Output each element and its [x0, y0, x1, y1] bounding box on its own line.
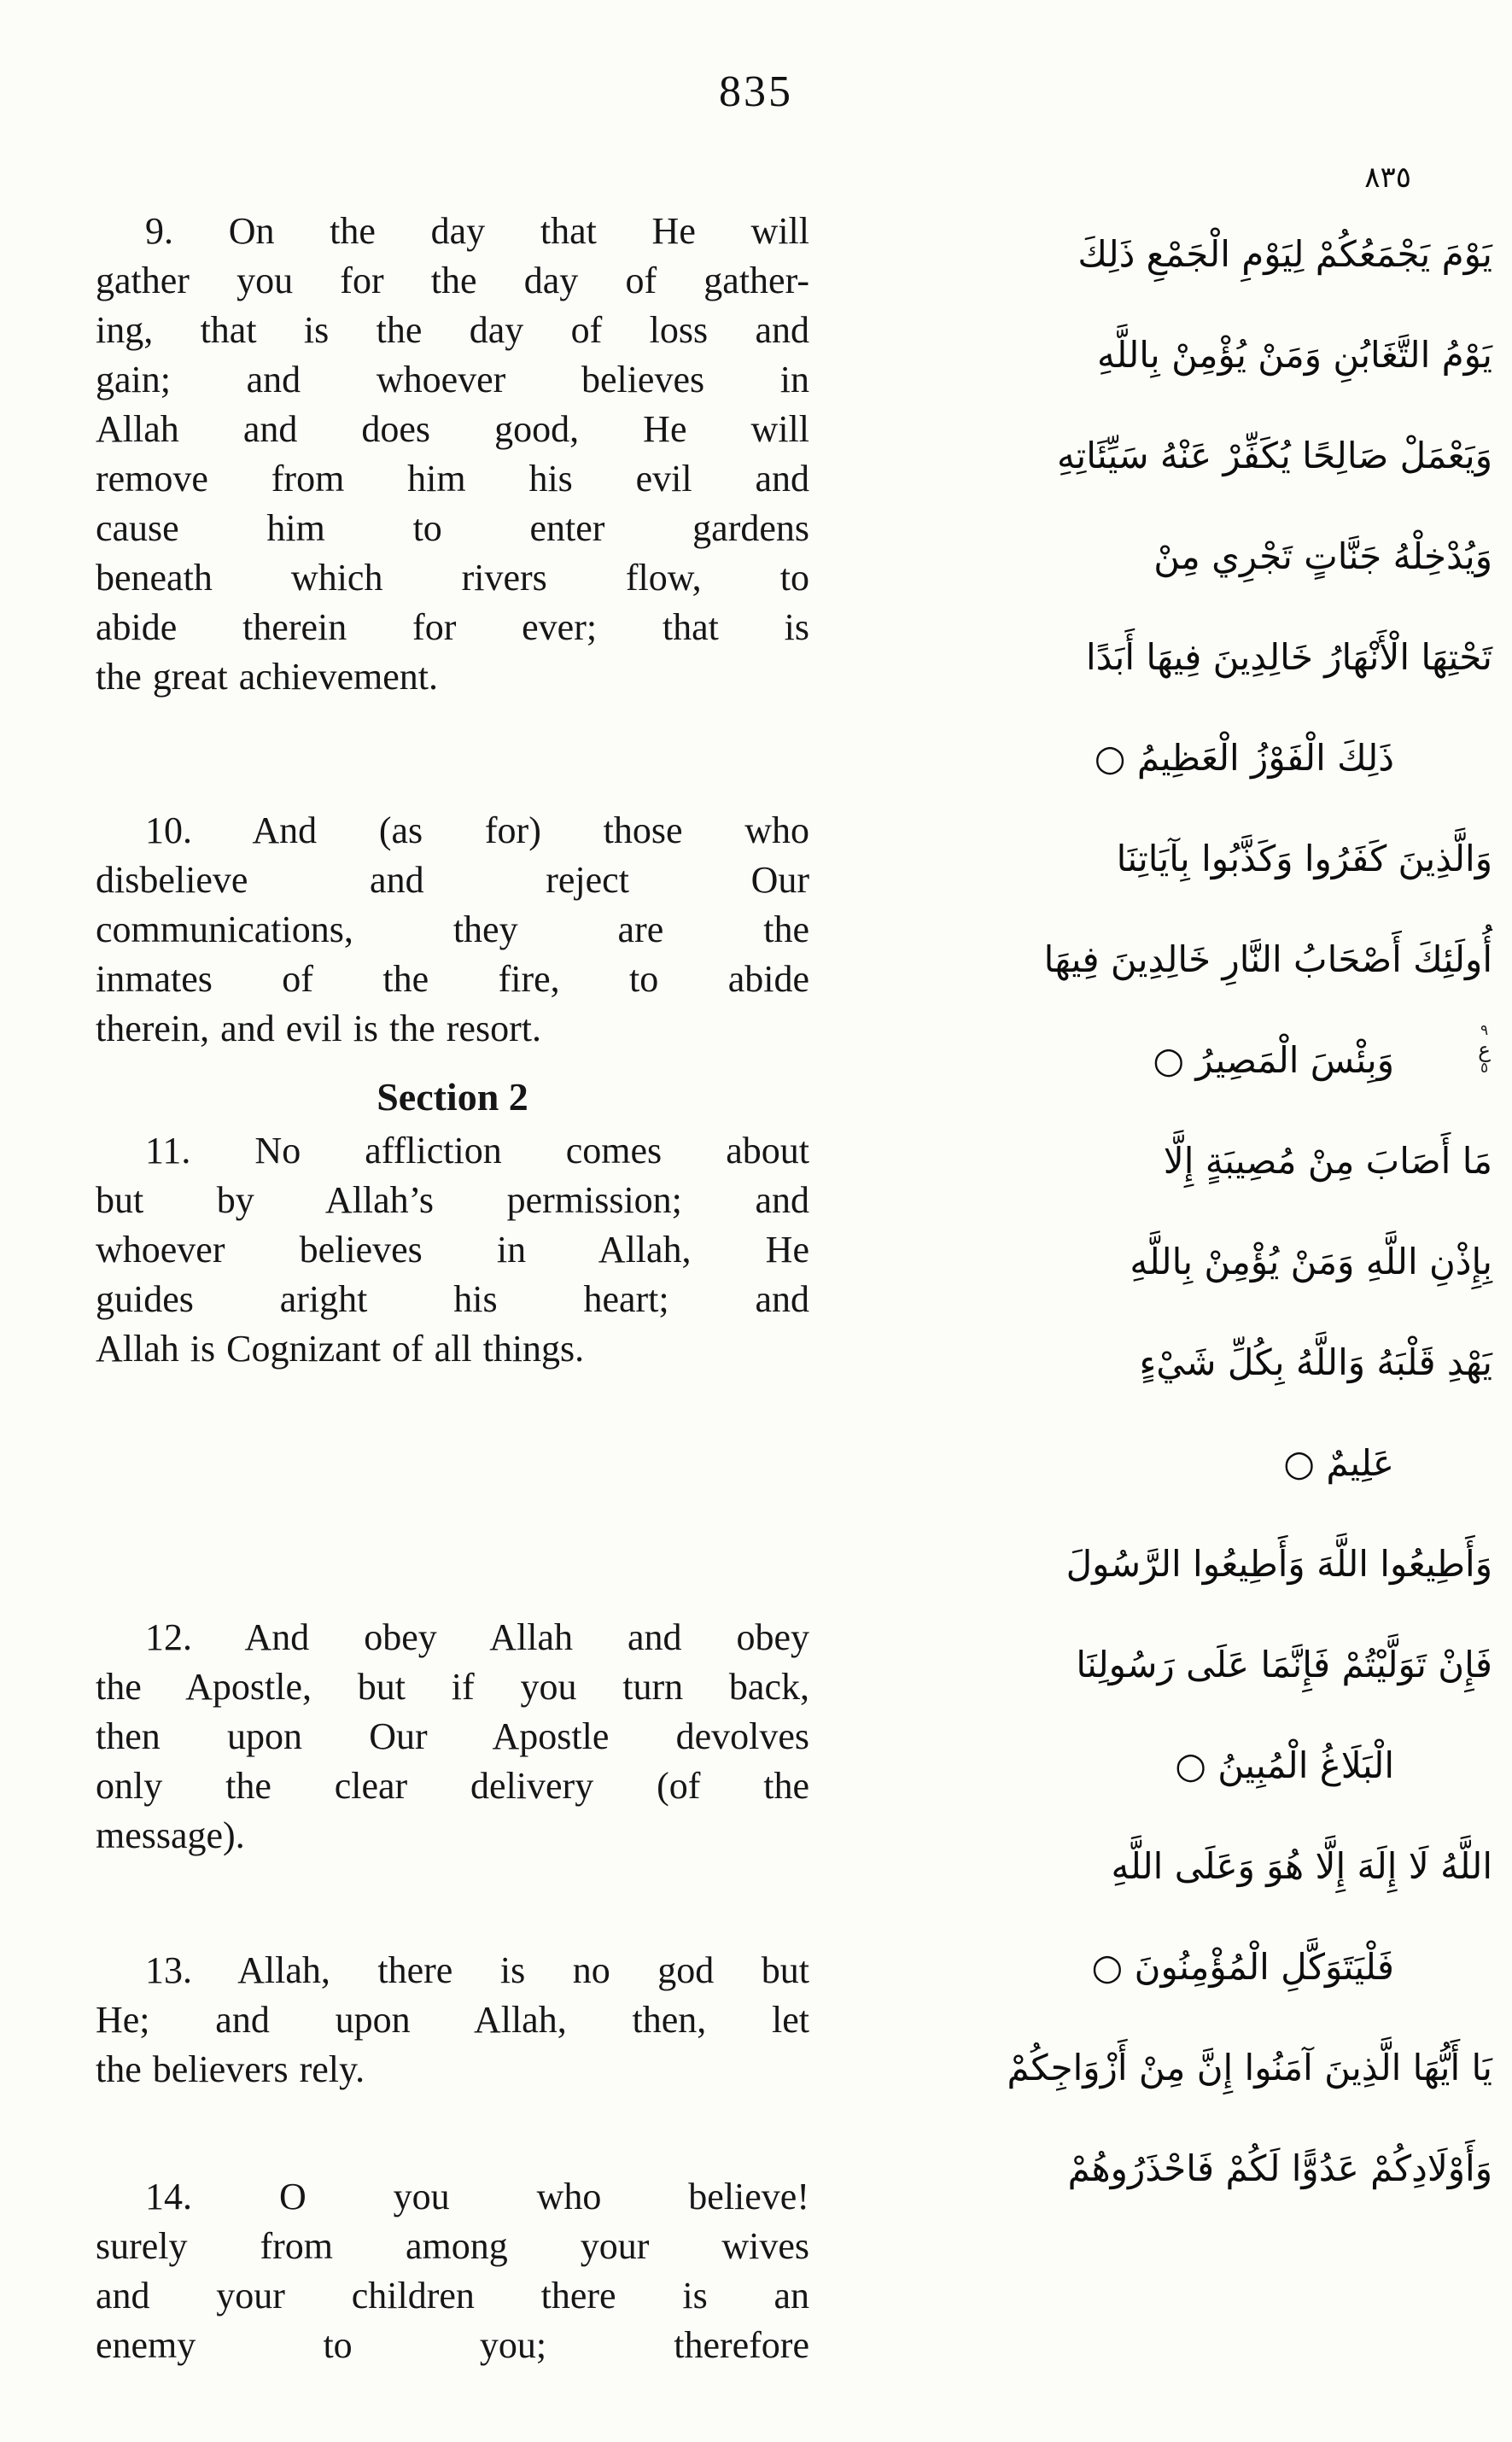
- ruku-marker: [1478, 1024, 1491, 1077]
- verse-11: [96, 1126, 809, 1374]
- arabic-line: [854, 708, 1492, 809]
- arabic-line-text: يَهْدِ قَلْبَهُ وَاللَّهُ بِكُلِّ شَيْءٍ: [1139, 1341, 1492, 1383]
- verse-line: disbelieve and reject Our: [96, 859, 809, 901]
- verse-line: the great achievement.: [96, 656, 439, 698]
- arabic-line-text: بِإِذْنِ اللَّهِ وَمَنْ يُؤْمِنْ بِاللَّهِ: [1130, 1241, 1492, 1282]
- arabic-line-text: مَا أَصَابَ مِنْ مُصِيبَةٍ إِلَّا: [1163, 1140, 1492, 1182]
- arabic-line: [854, 1212, 1492, 1312]
- verse-line: message).: [96, 1814, 245, 1856]
- arabic-line: [854, 1010, 1492, 1111]
- verse-10: [96, 806, 809, 1054]
- ruku-marker-mid: ع: [1478, 1037, 1491, 1062]
- verse-line: 14. O you who believe!: [145, 2176, 809, 2217]
- verse-line: beneath which rivers flow, to: [96, 557, 809, 599]
- arabic-line: [854, 1715, 1492, 1816]
- arabic-line: [854, 2118, 1492, 2219]
- verse-line: only the clear delivery (of the: [96, 1765, 809, 1807]
- arabic-lines: [854, 204, 1492, 2219]
- arabic-line-text: يَا أَيُّهَا الَّذِينَ آمَنُوا إِنَّ مِنْ أَزْوَاجِكُمْ: [1007, 2047, 1492, 2089]
- verse-13: [96, 1946, 809, 2094]
- verse-line: then upon Our Apostle devolves: [96, 1715, 809, 1757]
- arabic-line: [854, 1615, 1492, 1715]
- verse-9: [96, 207, 809, 702]
- verse-line: abide therein for ever; that is: [96, 606, 809, 648]
- arabic-line-text: فَلْيَتَوَكَّلِ الْمُؤْمِنُونَ ○: [1091, 1946, 1394, 1988]
- verse-line: 11. No affliction comes about: [145, 1130, 809, 1171]
- verse-line: Allah is Cognizant of all things.: [96, 1328, 585, 1370]
- verse-line: and your children there is an: [96, 2275, 809, 2316]
- arabic-line-text: أُولَئِكَ أَصْحَابُ النَّارِ خَالِدِينَ فِيهَا: [1043, 938, 1492, 980]
- arabic-line-text: الْبَلَاغُ الْمُبِينُ ○: [1175, 1744, 1394, 1786]
- verse-line: gather you for the day of gather-: [96, 260, 809, 301]
- arabic-line-text: وَالَّذِينَ كَفَرُوا وَكَذَّبُوا بِآيَاتِنَا: [1116, 838, 1492, 879]
- arabic-line: [854, 406, 1492, 506]
- arabic-line-text: عَلِيمٌ ○: [1283, 1442, 1394, 1484]
- arabic-line: [854, 204, 1492, 305]
- verse-line: guides aright his heart; and: [96, 1278, 809, 1320]
- arabic-line-text: وَأَطِيعُوا اللَّهَ وَأَطِيعُوا الرَّسُولَ: [1065, 1543, 1492, 1585]
- arabic-line-text: فَإِنْ تَوَلَّيْتُمْ فَإِنَّمَا عَلَى رَسُولِنَا: [1076, 1644, 1492, 1685]
- arabic-line: [854, 305, 1492, 406]
- verse-line: communications, they are the: [96, 908, 809, 950]
- verse-14: [96, 2172, 809, 2370]
- arabic-line: [854, 909, 1492, 1010]
- verse-line: ing, that is the day of loss and: [96, 309, 809, 351]
- arabic-line: [854, 1312, 1492, 1413]
- arabic-line: [854, 1917, 1492, 2018]
- arabic-column: [854, 158, 1492, 2219]
- verse-line: remove from him his evil and: [96, 458, 809, 500]
- verse-line: enemy to you; therefore: [96, 2324, 809, 2366]
- verse-line: 9. On the day that He will: [145, 210, 809, 252]
- arabic-line: [854, 506, 1492, 607]
- arabic-line-text: اللَّهُ لَا إِلَهَ إِلَّا هُوَ وَعَلَى اللَّهِ: [1111, 1845, 1492, 1887]
- arabic-line: [854, 1111, 1492, 1212]
- arabic-line-text: وَيُدْخِلْهُ جَنَّاتٍ تَجْرِي مِنْ: [1153, 535, 1492, 577]
- arabic-line-text: ذَلِكَ الْفَوْزُ الْعَظِيمُ ○: [1094, 737, 1394, 779]
- arabic-line: [854, 1816, 1492, 1917]
- page-number: 835: [719, 67, 793, 116]
- verse-line: the Apostle, but if you turn back,: [96, 1666, 809, 1708]
- arabic-line-text: يَوْمَ يَجْمَعُكُمْ لِيَوْمِ الْجَمْعِ ذَلِكَ: [1077, 233, 1492, 275]
- arabic-line: [854, 1514, 1492, 1615]
- arabic-line-text: تَحْتِهَا الْأَنْهَارُ خَالِدِينَ فِيهَا أَبَدًا: [1085, 636, 1492, 678]
- verse-line: cause him to enter gardens: [96, 507, 809, 549]
- arabic-line-text: وَبِئْسَ الْمَصِيرُ ○: [1153, 1039, 1394, 1081]
- ruku-marker-bottom: ٥: [1480, 1060, 1489, 1078]
- arabic-page-number: ٨٣٥: [1364, 161, 1411, 195]
- arabic-line: [854, 1413, 1492, 1514]
- arabic-line-text: وَيَعْمَلْ صَالِحًا يُكَفِّرْ عَنْهُ سَيِّئَاتِهِ: [1057, 435, 1492, 476]
- english-column: [96, 207, 809, 2370]
- arabic-line: [854, 2018, 1492, 2118]
- verse-line: the believers rely.: [96, 2048, 365, 2090]
- section-heading: Section 2: [377, 1075, 528, 1119]
- verse-line: therein, and evil is the resort.: [96, 1008, 541, 1049]
- verse-line: He; and upon Allah, then, let: [96, 1999, 809, 2041]
- verse-line: 12. And obey Allah and obey: [145, 1616, 809, 1658]
- verse-line: whoever believes in Allah, He: [96, 1229, 809, 1271]
- arabic-line-text: وَأَوْلَادِكُمْ عَدُوًّا لَكُمْ فَاحْذَرُوهُمْ: [1067, 2147, 1492, 2189]
- verse-line: 10. And (as for) those who: [145, 809, 809, 851]
- verse-line: inmates of the fire, to abide: [96, 958, 809, 1000]
- verse-line: surely from among your wives: [96, 2225, 809, 2267]
- verse-line: gain; and whoever believes in: [96, 359, 809, 400]
- arabic-line: [854, 809, 1492, 909]
- verse-12: [96, 1613, 809, 1861]
- arabic-line: [854, 607, 1492, 708]
- verse-line: 13. Allah, there is no god but: [145, 1949, 809, 1991]
- verse-line: Allah and does good, He will: [96, 408, 809, 450]
- verse-line: but by Allah’s permission; and: [96, 1179, 809, 1221]
- ruku-marker-top: ٩: [1480, 1022, 1489, 1039]
- arabic-line-text: يَوْمُ التَّغَابُنِ وَمَنْ يُؤْمِنْ بِاللَّهِ: [1097, 334, 1492, 376]
